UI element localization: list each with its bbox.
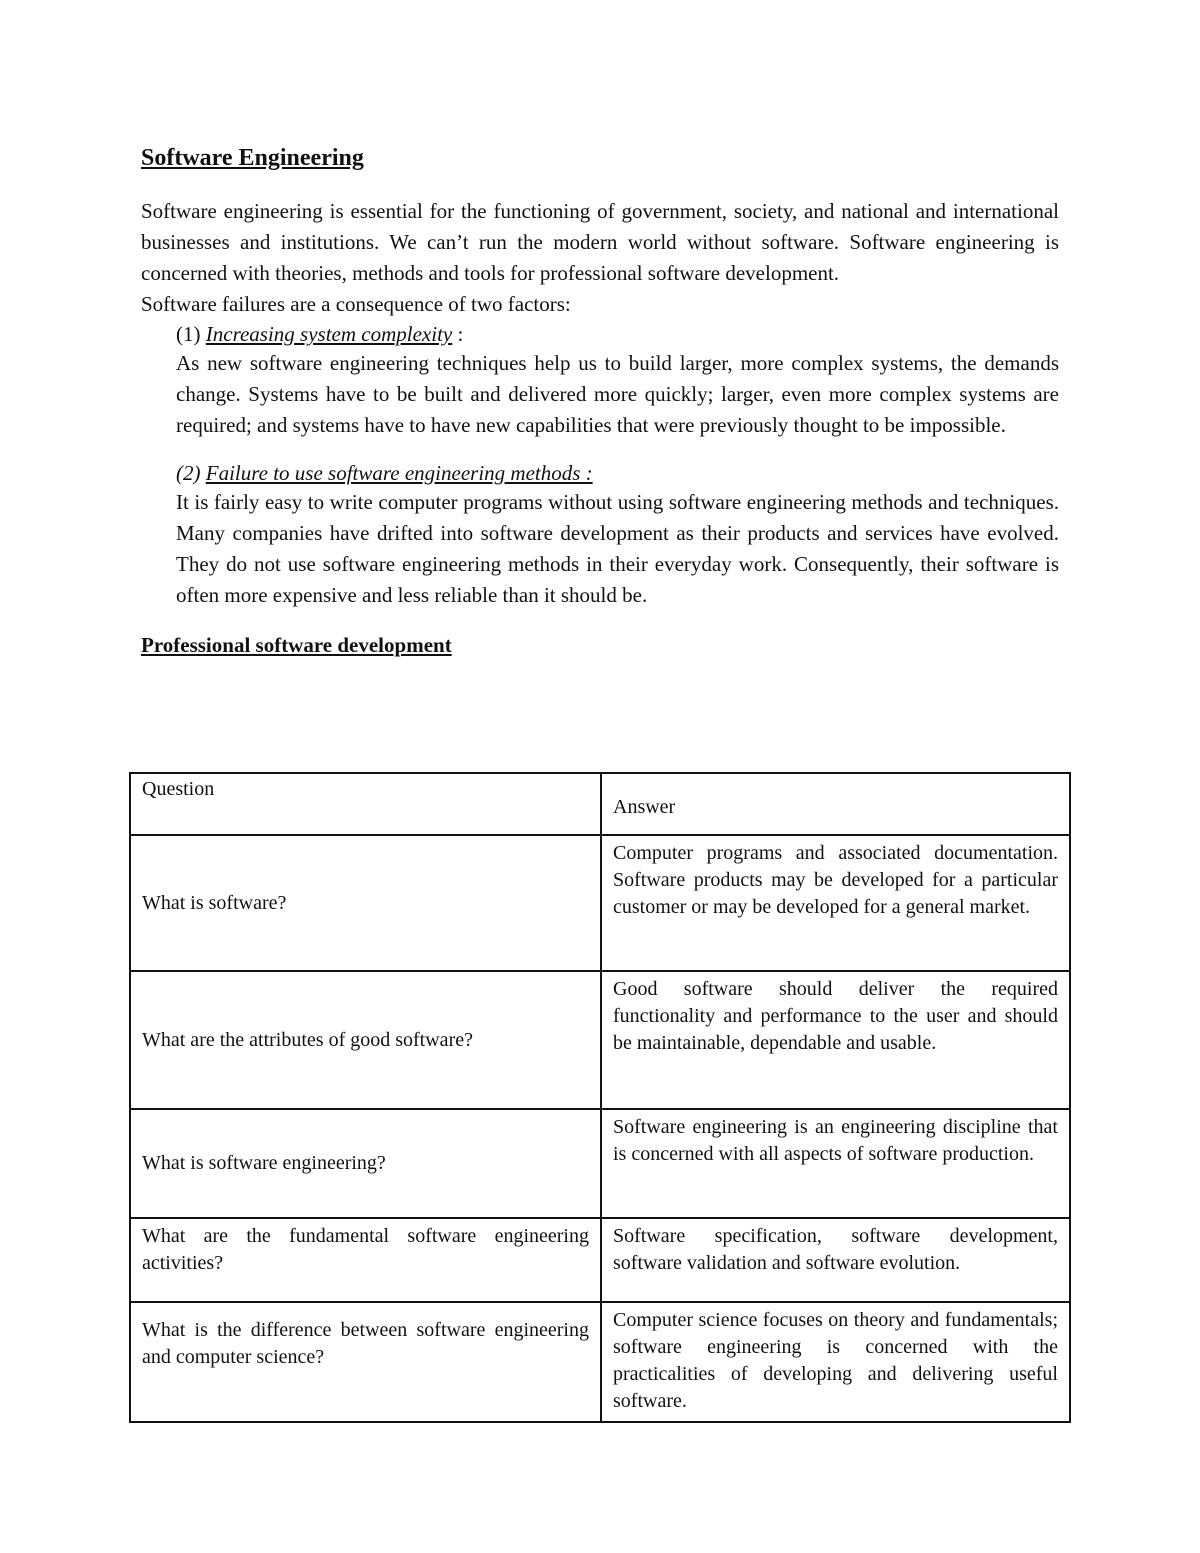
factor-2-number: (2): [176, 461, 201, 485]
factor-1-body: As new software engineering techniques help us to build larger, more complex systems, the demands change. Systems have to be built and delivered more quickly; larger, even more complex systems are required; and systems have to have new capabilities that were previously thought to be impossible.: [176, 351, 1059, 437]
answer-cell: Software engineering is an engineering discipline that is concerned with all aspects of software production.: [601, 1109, 1070, 1218]
table-row: [130, 1109, 1070, 1218]
question-cell: What are the fundamental software engineering activities?: [130, 1218, 601, 1302]
qa-table: [129, 772, 1071, 1423]
factor-1-heading: [176, 320, 1059, 348]
table-row: [130, 1218, 1070, 1302]
table-row: [130, 971, 1070, 1109]
question-cell: What is the difference between software engineering and computer science?: [130, 1302, 601, 1422]
table-row: [130, 1302, 1070, 1422]
question-cell: What is software?: [130, 835, 601, 971]
document-page: [141, 142, 1059, 673]
answer-cell: Good software should deliver the required functionality and performance to the user and should be maintainable, dependable and usable.: [601, 971, 1070, 1109]
table-header-row: [130, 773, 1070, 835]
table-row: [130, 835, 1070, 971]
header-question: Question: [130, 773, 601, 835]
factor-1: [176, 320, 1059, 441]
question-cell: What are the attributes of good software?: [130, 971, 601, 1109]
intro-paragraph: Software engineering is essential for the functioning of government, society, and national and international businesses and institutions. We can’t run the modern world without software. Software engineering is concerned with theories, methods and tools for professional software development.: [141, 199, 1059, 285]
factor-1-suffix: :: [452, 322, 464, 346]
header-answer: Answer: [601, 773, 1070, 835]
section-title: Professional software development: [141, 633, 452, 657]
question-cell: What is software engineering?: [130, 1109, 601, 1218]
factor-2-title: Failure to use software engineering methods :: [205, 461, 593, 485]
answer-cell: Computer science focuses on theory and fundamentals; software engineering is concerned with the practicalities of developing and delivering useful software.: [601, 1302, 1070, 1422]
document-title: Software Engineering: [141, 145, 364, 171]
answer-cell: Computer programs and associated documentation. Software products may be developed for a particular customer or may be developed for a general market.: [601, 835, 1070, 971]
factor-2-heading: [176, 459, 1059, 487]
spacer: [141, 441, 1059, 459]
factor-1-number: (1): [176, 322, 201, 346]
answer-cell: Software specification, software development, software validation and software evolution.: [601, 1218, 1070, 1302]
factor-2-body: It is fairly easy to write computer programs without using software engineering methods and techniques. Many companies have drifted into software development as their products and services have evolved. They do not use software engineering methods in their everyday work. Consequently, their software is often more expensive and less reliable than it should be.: [176, 490, 1059, 607]
factor-2: [176, 459, 1059, 611]
failures-intro: Software failures are a consequence of two factors:: [141, 292, 571, 316]
factor-1-title: Increasing system complexity: [205, 322, 453, 346]
